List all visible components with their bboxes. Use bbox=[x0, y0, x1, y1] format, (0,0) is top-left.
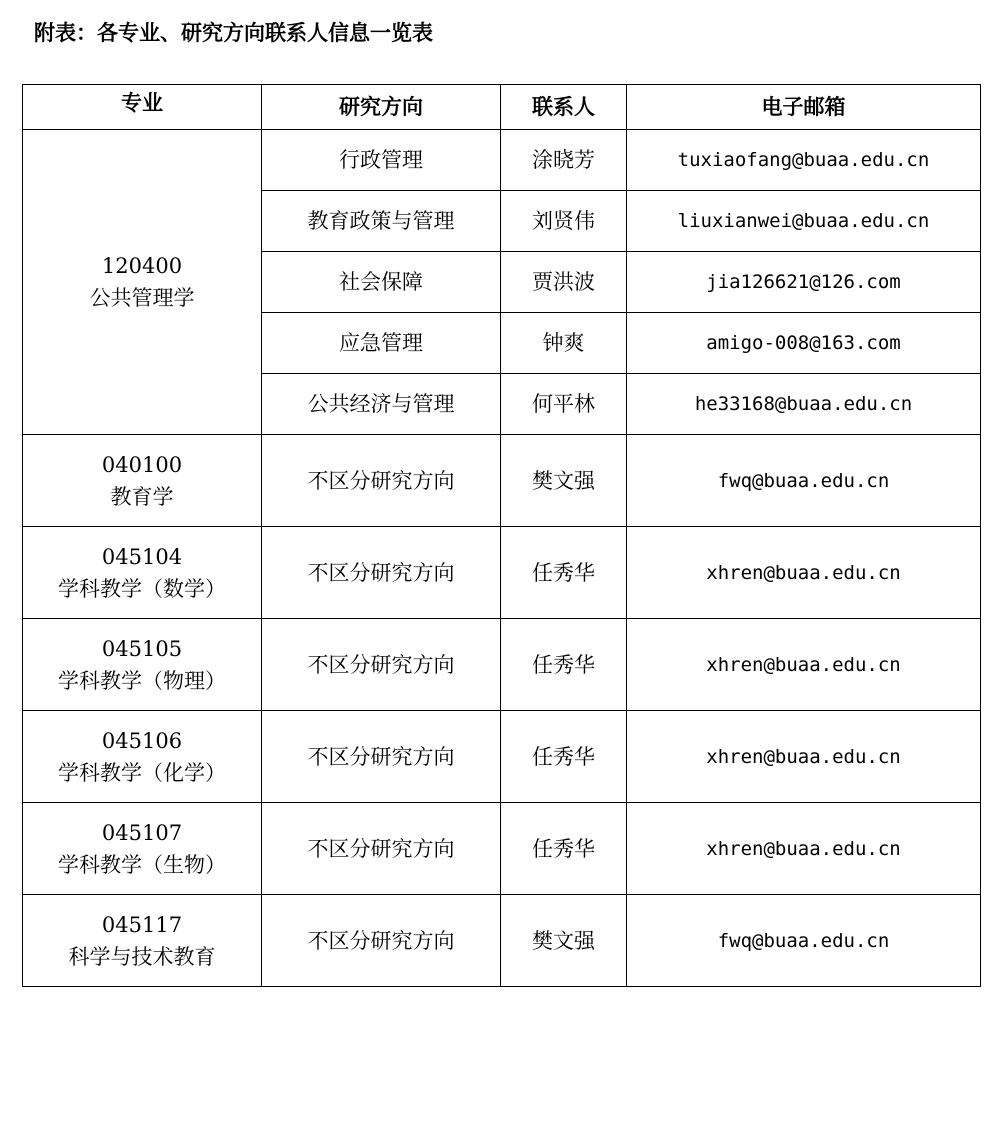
table-row bbox=[23, 895, 981, 987]
email-cell[interactable]: jia126621@126.com bbox=[627, 252, 981, 313]
contact-cell: 任秀华 bbox=[501, 803, 627, 895]
table-row bbox=[23, 803, 981, 895]
major-cell bbox=[23, 711, 262, 803]
email-cell[interactable]: fwq@buaa.edu.cn bbox=[627, 435, 981, 527]
major-cell bbox=[23, 895, 262, 987]
direction-cell: 行政管理 bbox=[262, 130, 501, 191]
major-cell bbox=[23, 803, 262, 895]
email-cell[interactable]: fwq@buaa.edu.cn bbox=[627, 895, 981, 987]
major-name: 公共管理学 bbox=[89, 286, 195, 310]
table-row bbox=[23, 711, 981, 803]
major-code: 045107 bbox=[101, 820, 183, 845]
table-row bbox=[23, 619, 981, 711]
email-cell[interactable]: amigo-008@163.com bbox=[627, 313, 981, 374]
contact-cell: 任秀华 bbox=[501, 711, 627, 803]
contact-table bbox=[22, 84, 981, 987]
major-code: 045105 bbox=[101, 636, 183, 661]
contact-cell: 刘贤伟 bbox=[501, 191, 627, 252]
email-cell[interactable]: tuxiaofang@buaa.edu.cn bbox=[627, 130, 981, 191]
email-cell[interactable]: xhren@buaa.edu.cn bbox=[627, 711, 981, 803]
direction-cell: 不区分研究方向 bbox=[262, 527, 501, 619]
major-code: 045106 bbox=[101, 728, 183, 753]
major-name: 学科教学（生物） bbox=[58, 852, 226, 877]
email-cell[interactable]: liuxianwei@buaa.edu.cn bbox=[627, 191, 981, 252]
direction-cell: 不区分研究方向 bbox=[262, 803, 501, 895]
header-email: 电子邮箱 bbox=[627, 85, 981, 130]
email-cell[interactable]: he33168@buaa.edu.cn bbox=[627, 374, 981, 435]
contact-cell: 涂晓芳 bbox=[501, 130, 627, 191]
table-row bbox=[23, 435, 981, 527]
email-cell[interactable]: xhren@buaa.edu.cn bbox=[627, 619, 981, 711]
contact-cell: 何平林 bbox=[501, 374, 627, 435]
direction-cell: 教育政策与管理 bbox=[262, 191, 501, 252]
contact-cell: 贾洪波 bbox=[501, 252, 627, 313]
major-name: 教育学 bbox=[110, 484, 174, 509]
direction-cell: 应急管理 bbox=[262, 313, 501, 374]
header-major: 专业 bbox=[23, 85, 262, 130]
major-name: 科学与技术教育 bbox=[68, 944, 216, 969]
major-name: 学科教学（化学） bbox=[58, 760, 226, 785]
contact-cell: 任秀华 bbox=[501, 619, 627, 711]
table-header-row bbox=[23, 85, 981, 130]
direction-cell: 不区分研究方向 bbox=[262, 435, 501, 527]
major-code: 045104 bbox=[101, 544, 183, 569]
contact-cell: 钟爽 bbox=[501, 313, 627, 374]
major-cell bbox=[23, 619, 262, 711]
header-contact: 联系人 bbox=[501, 85, 627, 130]
contact-cell: 樊文强 bbox=[501, 435, 627, 527]
contact-cell: 任秀华 bbox=[501, 527, 627, 619]
email-cell[interactable]: xhren@buaa.edu.cn bbox=[627, 803, 981, 895]
direction-cell: 不区分研究方向 bbox=[262, 895, 501, 987]
page-title: 附表：各专业、研究方向联系人信息一览表 bbox=[34, 20, 433, 45]
major-code: 120400 bbox=[101, 254, 183, 278]
major-cell bbox=[23, 527, 262, 619]
major-name: 学科教学（物理） bbox=[58, 668, 226, 693]
major-name: 学科教学（数学） bbox=[58, 576, 226, 601]
email-cell[interactable]: xhren@buaa.edu.cn bbox=[627, 527, 981, 619]
table-row bbox=[23, 130, 981, 191]
direction-cell: 社会保障 bbox=[262, 252, 501, 313]
table-row bbox=[23, 527, 981, 619]
direction-cell: 公共经济与管理 bbox=[262, 374, 501, 435]
major-code: 045117 bbox=[101, 912, 183, 937]
contact-cell: 樊文强 bbox=[501, 895, 627, 987]
major-code: 040100 bbox=[101, 452, 183, 477]
major-cell bbox=[23, 435, 262, 527]
header-direction: 研究方向 bbox=[262, 85, 501, 130]
direction-cell: 不区分研究方向 bbox=[262, 711, 501, 803]
major-cell bbox=[23, 130, 262, 435]
direction-cell: 不区分研究方向 bbox=[262, 619, 501, 711]
